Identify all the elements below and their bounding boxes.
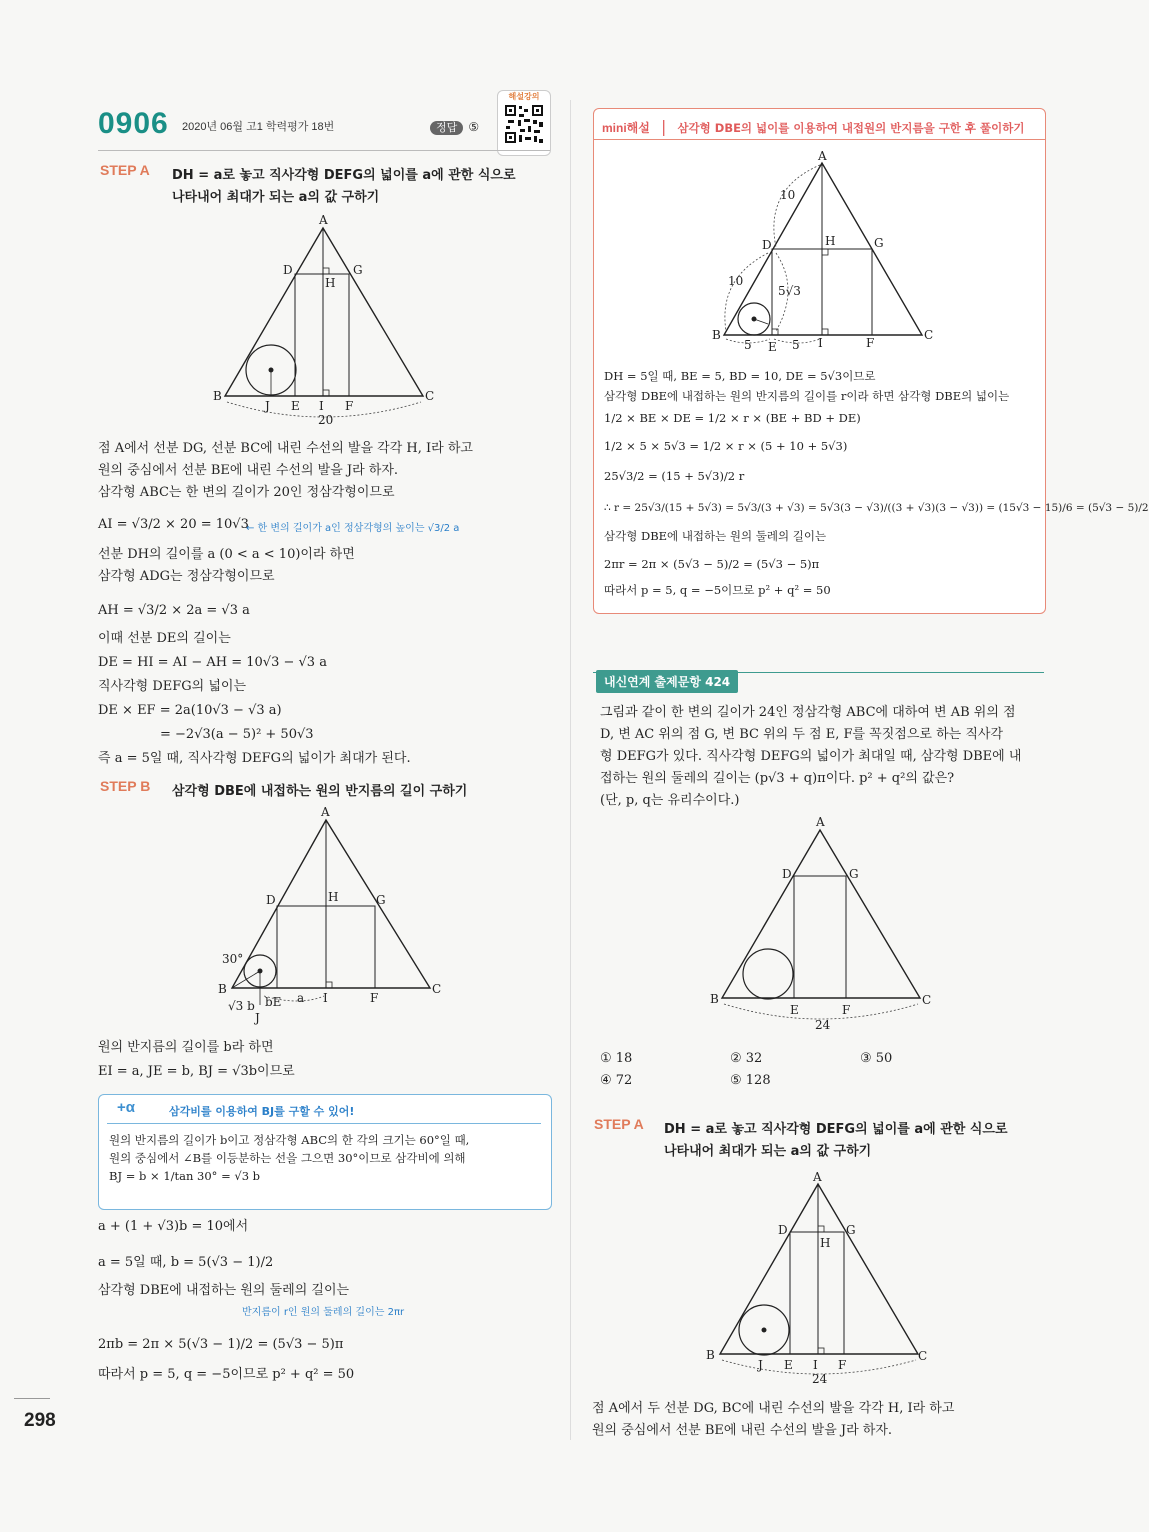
fig2-label-G: G — [376, 893, 386, 907]
fig1-label-F: F — [345, 399, 354, 413]
eq-area-2: = −2√3(a − 5)² + 50√3 — [160, 727, 314, 742]
fig3-label-I: I — [818, 336, 823, 350]
related-problem-banner: 내신연계 출제문항 424 — [596, 670, 738, 693]
fig1-label-I: I — [319, 399, 324, 413]
mini-line: ∴ r = 25√3/(15 + 5√3) = 5√3/(3 + √3) = 5√3(3 − √3)/((3 + √3)(3 − √3)) = (15√3 − 15)/6 = (5√3 − 5)/2 — [604, 502, 1149, 514]
qr-label: 해설강의 — [508, 92, 540, 101]
fig5-label-len: 24 — [812, 1372, 828, 1386]
fig5-label-D: D — [778, 1223, 788, 1237]
eq-b2: a = 5일 때, b = 5(√3 − 1)/2 — [98, 1255, 274, 1270]
mini-line: 25√3/2 = (15 + 5√3)/2 r — [604, 469, 745, 483]
mini-line: 1/2 × 5 × 5√3 = 1/2 × r × (5 + 10 + 5√3) — [604, 439, 848, 453]
stepB-label: STEP B — [100, 778, 151, 794]
mini-line: 1/2 × BE × DE = 1/2 × r × (BE + BD + DE) — [604, 411, 861, 425]
fig4-label-D: D — [782, 867, 792, 881]
mini-title: 삼각형 DBE의 넓이를 이용하여 내접원의 반지름을 구한 후 풀이하기 — [677, 121, 1025, 135]
fig3-label-ten2: 10 — [728, 274, 744, 288]
fig3-label-G: G — [874, 236, 884, 250]
fig3-label-B: B — [712, 328, 721, 342]
fig2-label-bE: bE — [265, 995, 282, 1009]
eq-b1: a + (1 + √3)b = 10에서 — [98, 1219, 249, 1234]
left-line: 원의 중심에서 선분 BE에 내린 수선의 발을 J라 하자. — [98, 463, 399, 478]
figure-1-triangle — [205, 210, 445, 432]
fig3-label-five1: 5 — [744, 338, 752, 352]
tail-line: 원의 중심에서 선분 BE에 내린 수선의 발을 J라 하자. — [592, 1423, 893, 1438]
eq-AI: AI = √3/2 × 20 = 10√3 — [98, 517, 249, 532]
fig1-label-D: D — [283, 263, 293, 277]
right-tail-text — [592, 1398, 954, 1442]
page-number: 298 — [24, 1410, 56, 1431]
fig1-label-len: 20 — [318, 413, 334, 427]
fig3-label-F: F — [866, 336, 875, 350]
choice-2[interactable]: ② 32 — [730, 1051, 763, 1066]
mini-line: 따라서 p = 5, q = −5이므로 p² + q² = 50 — [604, 583, 831, 597]
fig2-label-C: C — [432, 982, 442, 996]
fig4-label-F: F — [842, 1003, 851, 1017]
left-line-5: 즉 a = 5일 때, 직사각형 DEFG의 넓이가 최대가 된다. — [98, 751, 411, 766]
fig3-label-A: A — [818, 149, 827, 163]
fig5-label-B: B — [706, 1348, 715, 1362]
mini-line: 2πr = 2π × (5√3 − 5)/2 = (5√3 − 5)π — [604, 557, 820, 571]
mini-line: 삼각형 DBE에 내접하는 원의 둘레의 길이는 — [604, 529, 827, 543]
left-text-block-1 — [98, 438, 473, 504]
fig5-label-F: F — [838, 1358, 847, 1372]
fig1-label-H: H — [325, 276, 336, 290]
choice-3[interactable]: ③ 50 — [860, 1051, 893, 1066]
mini-body — [604, 367, 1149, 599]
right-stepA-title-2: 나타내어 최대가 되는 a의 값 구하기 — [664, 1144, 872, 1159]
fig5-label-I: I — [813, 1358, 818, 1372]
left-line: 삼각형 ABC는 한 변의 길이가 20인 정삼각형이므로 — [98, 485, 395, 500]
plus-line: 원의 중심에서 ∠B를 이등분하는 선을 그으면 30°이므로 삼각비에 의해 — [109, 1151, 466, 1165]
fig4-label-G: G — [849, 867, 859, 881]
left-line-4: 직사각형 DEFG의 넓이는 — [98, 679, 247, 694]
problem-line: 형 DEFG가 있다. 직사각형 DEFG의 넓이가 최대일 때, 삼각형 DBE에 내 — [600, 749, 1022, 764]
choice-5[interactable]: ⑤ 128 — [730, 1073, 771, 1088]
qr-box[interactable] — [497, 90, 551, 156]
mini-header: mini해설 | 삼각형 DBE의 넓이를 이용하여 내접원의 반지름을 구한 후 풀이하기 — [602, 117, 1025, 136]
fig5-label-J: J — [758, 1358, 763, 1372]
stepA-label: STEP A — [100, 162, 150, 178]
choice-4[interactable]: ④ 72 — [600, 1073, 633, 1088]
fig5-label-E: E — [784, 1358, 793, 1372]
fig4-label-len: 24 — [815, 1018, 831, 1032]
fig1-label-B: B — [213, 389, 222, 403]
answer-area — [430, 116, 479, 135]
choice-1[interactable]: ① 18 — [600, 1051, 633, 1066]
mini-solution-box — [593, 108, 1149, 614]
problem-line: (단, p, q는 유리수이다.) — [600, 793, 740, 808]
fig3-label-C: C — [924, 328, 934, 342]
left-line: 삼각형 ADG는 정삼각형이므로 — [98, 569, 275, 584]
fig5-label-C: C — [918, 1349, 928, 1363]
answer-badge: 정답 — [430, 121, 463, 135]
figure-4-triangle — [702, 812, 942, 1036]
figure-2-triangle — [210, 800, 450, 1030]
plus-alpha-label: +α — [117, 1099, 135, 1116]
mini-line: DH = 5일 때, BE = 5, BD = 10, DE = 5√3이므로 — [604, 369, 876, 383]
column-divider — [570, 100, 571, 1440]
eq-AH: AH = √3/2 × 2a = √3 a — [98, 603, 250, 618]
fig2-label-A: A — [321, 805, 330, 819]
fig2-label-B: B — [218, 982, 227, 996]
mini-label: mini해설 — [602, 121, 650, 135]
plus-alpha-box — [98, 1094, 552, 1210]
fig1-label-A: A — [319, 213, 328, 227]
right-stepA-title-1: DH = a로 놓고 직사각형 DEFG의 넓이를 a에 관한 식으로 — [664, 1122, 1008, 1137]
fig4-label-A: A — [816, 815, 825, 829]
fig2-label-J: J — [255, 1011, 260, 1025]
problem-text — [600, 702, 1021, 812]
figure-3-triangle — [704, 149, 944, 359]
fig3-label-D: D — [762, 238, 772, 252]
mini-line: 삼각형 DBE에 내접하는 원의 반지름의 길이를 r이라 하면 삼각형 DBE의 넓이는 — [604, 389, 1010, 403]
left-line-3: 이때 선분 DE의 길이는 — [98, 631, 231, 646]
fig1-label-G: G — [353, 263, 363, 277]
plus-alpha-title: 삼각비를 이용하여 BJ를 구할 수 있어! — [169, 1105, 355, 1118]
fig4-label-E: E — [790, 1003, 799, 1017]
plus-line: 원의 반지름의 길이가 b이고 정삼각형 ABC의 한 각의 크기는 60°일 때, — [109, 1133, 470, 1147]
problem-source: 2020년 06월 고1 학력평가 18번 — [182, 121, 335, 133]
fig5-label-H: H — [820, 1236, 831, 1250]
figure-5-triangle — [700, 1168, 940, 1390]
problem-line: D, 변 AC 위의 점 G, 변 BC 위의 두 점 E, F를 꼭짓점으로 하는 직사각 — [600, 727, 1004, 742]
header-rule — [98, 150, 550, 151]
fig3-label-five2: 5 — [792, 338, 800, 352]
left-line-7: 삼각형 DBE에 내접하는 원의 둘레의 길이는 — [98, 1283, 350, 1298]
fig2-label-angle: 30° — [222, 952, 244, 966]
note-circumference: 반지름이 r인 원의 둘레의 길이는 2πr — [242, 1307, 405, 1318]
problem-line: 그림과 같이 한 변의 길이가 24인 정삼각형 ABC에 대하여 변 AB 위의 점 — [600, 705, 1016, 720]
fig2-label-r3b: √3 b — [228, 999, 255, 1013]
eq-area-1: DE × EF = 2a(10√3 − √3 a) — [98, 703, 282, 718]
mini-rule — [594, 139, 1045, 140]
plus-alpha-rule — [107, 1123, 541, 1124]
tail-line: 점 A에서 두 선분 DG, BC에 내린 수선의 발을 각각 H, I라 하고 — [592, 1401, 955, 1416]
note-AI: ← 한 변의 길이가 a인 정삼각형의 높이는 √3/2 a — [246, 523, 460, 534]
plus-line: BJ = b × 1/tan 30° = √3 b — [109, 1169, 261, 1183]
fig2-label-F: F — [370, 991, 379, 1005]
eq-circumference: 2πb = 2π × 5(√3 − 1)/2 = (5√3 − 5)π — [98, 1337, 344, 1352]
fig5-label-A: A — [813, 1170, 822, 1184]
stepB-title: 삼각형 DBE에 내접하는 원의 반지름의 길이 구하기 — [172, 784, 468, 799]
fig2-label-I: I — [323, 991, 328, 1005]
footer-rule — [14, 1398, 50, 1399]
stepA-title-2: 나타내어 최대가 되는 a의 값 구하기 — [172, 190, 380, 205]
fig2-label-a: a — [297, 991, 305, 1005]
left-line-6: 원의 반지름의 길이를 b라 하면 — [98, 1040, 274, 1055]
fig3-label-E: E — [768, 340, 777, 354]
left-line: 선분 DH의 길이를 a (0 < a < 10)이라 하면 — [98, 547, 355, 562]
fig3-label-H: H — [825, 234, 836, 248]
problem-line: 접하는 원의 둘레의 길이는 (p√3 + q)π이다. p² + q²의 값은? — [600, 771, 955, 786]
left-final: 따라서 p = 5, q = −5이므로 p² + q² = 50 — [98, 1367, 355, 1382]
fig1-label-J: J — [265, 399, 270, 413]
right-stepA-label: STEP A — [594, 1116, 644, 1132]
fig3-label-ten1: 10 — [780, 188, 796, 202]
fig4-label-B: B — [710, 992, 719, 1006]
qr-code-icon — [504, 104, 544, 144]
answer-value: ⑤ — [468, 120, 480, 134]
fig1-label-E: E — [291, 399, 300, 413]
left-line: 점 A에서 선분 DG, 선분 BC에 내린 수선의 발을 각각 H, I라 하고 — [98, 441, 473, 456]
eq-DE: DE = HI = AI − AH = 10√3 − √3 a — [98, 655, 327, 670]
left-text-block-2 — [98, 544, 355, 588]
problem-number: 0906 — [98, 107, 169, 140]
plus-alpha-body — [109, 1131, 469, 1185]
fig5-label-G: G — [846, 1223, 856, 1237]
fig2-label-D: D — [266, 893, 276, 907]
fig1-label-C: C — [425, 389, 435, 403]
fig4-label-C: C — [922, 993, 932, 1007]
stepA-title-1: DH = a로 놓고 직사각형 DEFG의 넓이를 a에 관한 식으로 — [172, 168, 516, 183]
fig3-label-r53: 5√3 — [778, 284, 801, 298]
fig2-label-H: H — [328, 890, 339, 904]
eq-EI: EI = a, JE = b, BJ = √3b이므로 — [98, 1064, 295, 1079]
